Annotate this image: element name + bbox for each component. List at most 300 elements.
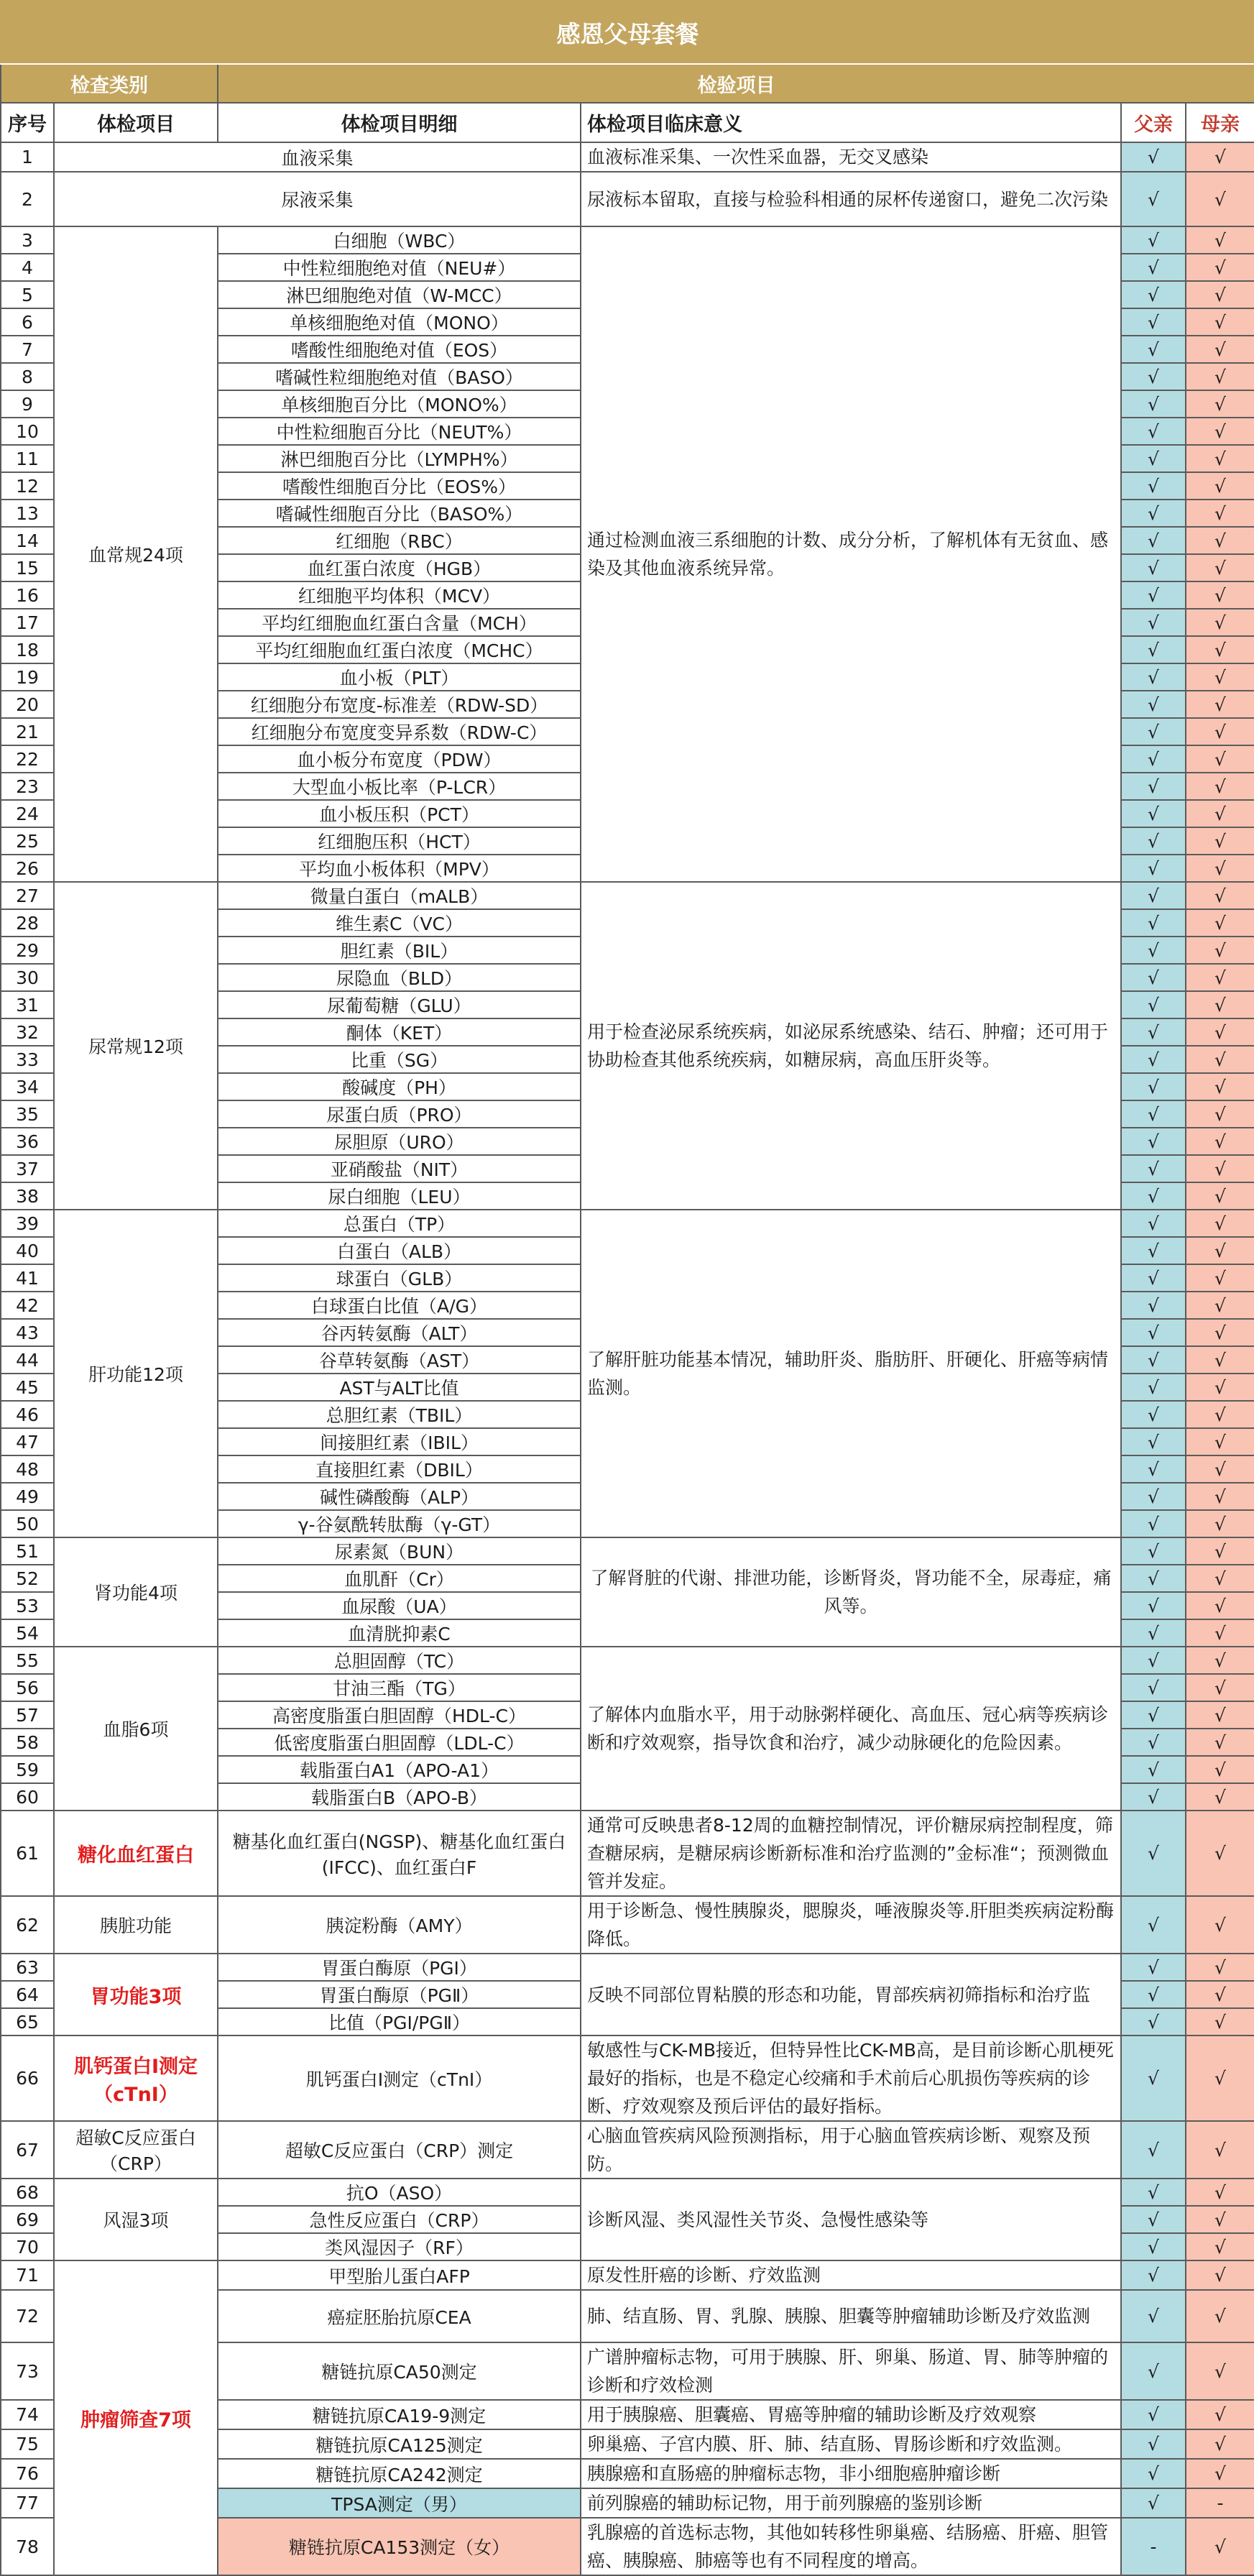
item-detail: 红细胞分布宽度变异系数（RDW-C） (218, 718, 581, 745)
father-check: √ (1121, 827, 1186, 855)
clinical-meaning: 通常可反映患者8-12周的血糖控制情况，评价糖尿病控制程度，筛查糖尿病，是糖尿病诊断新标准和治疗监测的”金标准“；预测微血管并发症。 (581, 1811, 1121, 1896)
row-number: 68 (1, 2179, 54, 2206)
father-check: √ (1121, 2429, 1186, 2459)
row-number: 5 (1, 281, 54, 308)
clinical-meaning: 广谱肿瘤标志物，可用于胰腺、肝、卵巢、肠道、胃、肺等肿瘤的诊断和疗效检测 (581, 2342, 1121, 2400)
table-row (1, 2121, 1254, 2179)
clinical-meaning: 前列腺癌的辅助标记物，用于前列腺癌的鉴别诊断 (581, 2488, 1121, 2518)
row-number: 10 (1, 418, 54, 445)
item-detail: γ-谷氨酰转肽酶（γ-GT） (218, 1510, 581, 1537)
row-number: 7 (1, 336, 54, 363)
row-number: 71 (1, 2260, 54, 2290)
father-check: √ (1121, 636, 1186, 663)
category-header: 检查类别 (1, 64, 218, 103)
item-detail: 总胆固醇（TC） (218, 1647, 581, 1674)
mother-check: √ (1186, 800, 1254, 827)
father-check: √ (1121, 800, 1186, 827)
item-detail: 糖链抗原CA125测定 (218, 2429, 581, 2459)
clinical-meaning: 心脑血管疾病风险预测指标，用于心脑血管疾病诊断、观察及预防。 (581, 2121, 1121, 2179)
item-detail: 甘油三酯（TG） (218, 1674, 581, 1701)
row-number: 57 (1, 1701, 54, 1729)
mother-check: √ (1186, 142, 1254, 172)
item-detail: 高密度脂蛋白胆固醇（HDL-C） (218, 1701, 581, 1729)
row-number: 73 (1, 2342, 54, 2400)
mother-check: √ (1186, 718, 1254, 745)
mother-check: √ (1186, 937, 1254, 964)
father-check: √ (1121, 2260, 1186, 2290)
father-check: √ (1121, 1647, 1186, 1674)
group-label: 肿瘤筛查7项 (54, 2260, 218, 2575)
father-check: √ (1121, 1756, 1186, 1783)
category-header-row (1, 64, 1254, 103)
row-number: 40 (1, 1237, 54, 1264)
father-check: √ (1121, 527, 1186, 554)
mother-check: √ (1186, 909, 1254, 937)
mother-check: √ (1186, 1729, 1254, 1756)
mother-check: √ (1186, 691, 1254, 718)
mother-check: √ (1186, 1811, 1254, 1896)
mother-check: √ (1186, 1319, 1254, 1346)
item-detail: 谷丙转氨酶（ALT） (218, 1319, 581, 1346)
mother-check: √ (1186, 1592, 1254, 1619)
father-check: √ (1121, 2459, 1186, 2488)
mother-check: √ (1186, 1701, 1254, 1729)
group-label: 糖化血红蛋白 (54, 1811, 218, 1896)
mother-check: √ (1186, 1292, 1254, 1319)
row-number: 75 (1, 2429, 54, 2459)
father-check: √ (1121, 1896, 1186, 1954)
item-detail: 胃蛋白酶原（PGⅡ） (218, 1981, 581, 2008)
table-row (1, 142, 1254, 172)
mother-check: √ (1186, 964, 1254, 991)
row-number: 22 (1, 745, 54, 773)
row-number: 19 (1, 663, 54, 691)
item-detail: 总胆红素（TBIL） (218, 1401, 581, 1428)
father-check: √ (1121, 418, 1186, 445)
table-row (1, 2179, 1254, 2206)
father-check: √ (1121, 1674, 1186, 1701)
item-detail: 中性粒细胞绝对值（NEU#） (218, 254, 581, 281)
mother-check: √ (1186, 855, 1254, 882)
item-detail: 单核细胞百分比（MONO%） (218, 390, 581, 418)
row-number: 70 (1, 2233, 54, 2260)
father-check: √ (1121, 691, 1186, 718)
father-check: √ (1121, 718, 1186, 745)
row-number: 66 (1, 2036, 54, 2121)
row-number: 24 (1, 800, 54, 827)
item-detail: 血小板分布宽度（PDW） (218, 745, 581, 773)
father-check: √ (1121, 2290, 1186, 2342)
row-number: 60 (1, 1783, 54, 1811)
item-detail: 淋巴细胞绝对值（W-MCC） (218, 281, 581, 308)
mother-check: √ (1186, 745, 1254, 773)
group-label: 血常规24项 (54, 226, 218, 882)
mother-check: √ (1186, 281, 1254, 308)
row-number: 18 (1, 636, 54, 663)
father-check: √ (1121, 390, 1186, 418)
row-number: 2 (1, 172, 54, 226)
father-check: √ (1121, 172, 1186, 226)
group-label: 肌钙蛋白I测定（cTnⅠ） (54, 2036, 218, 2121)
mother-check: √ (1186, 1537, 1254, 1565)
row-number: 56 (1, 1674, 54, 1701)
father-check: √ (1121, 336, 1186, 363)
item-detail: 超敏C反应蛋白（CRP）测定 (218, 2121, 581, 2179)
row-number: 9 (1, 390, 54, 418)
row-number: 29 (1, 937, 54, 964)
table-row (1, 1954, 1254, 1981)
row-number: 11 (1, 445, 54, 472)
item-detail: 糖基化血红蛋白(NGSP)、糖基化血红蛋白(IFCC)、血红蛋白F (218, 1811, 581, 1896)
father-check: √ (1121, 1537, 1186, 1565)
item-detail: 血尿酸（UA） (218, 1592, 581, 1619)
row-number: 33 (1, 1046, 54, 1073)
item-detail: 白蛋白（ALB） (218, 1237, 581, 1264)
item-detail: 血小板压积（PCT） (218, 800, 581, 827)
clinical-meaning: 卵巢癌、子宫内膜、肝、肺、结直肠、胃肠诊断和疗效监测。 (581, 2429, 1121, 2459)
father-check: √ (1121, 1155, 1186, 1182)
mother-check: √ (1186, 308, 1254, 336)
father-check: √ (1121, 1182, 1186, 1210)
row-number: 39 (1, 1210, 54, 1237)
group-label: 尿常规12项 (54, 882, 218, 1210)
father-check: √ (1121, 1981, 1186, 2008)
mother-check: √ (1186, 1346, 1254, 1374)
mother-check: √ (1186, 636, 1254, 663)
row-number: 3 (1, 226, 54, 254)
col-group: 体检项目 (54, 103, 218, 142)
row-number: 30 (1, 964, 54, 991)
father-check: √ (1121, 1128, 1186, 1155)
mother-check: √ (1186, 1210, 1254, 1237)
row-number: 21 (1, 718, 54, 745)
item-detail: 尿胆原（URO） (218, 1128, 581, 1155)
row-number: 26 (1, 855, 54, 882)
clinical-meaning: 了解体内血脂水平，用于动脉粥样硬化、高血压、冠心病等疾病诊断和疗效观察，指导饮食和治疗，减少动脉硬化的危险因素。 (581, 1647, 1121, 1811)
item-detail: 糖链抗原CA242测定 (218, 2459, 581, 2488)
father-check: √ (1121, 2400, 1186, 2429)
father-check: √ (1121, 2342, 1186, 2400)
row-number: 38 (1, 1182, 54, 1210)
father-check: √ (1121, 745, 1186, 773)
mother-check: √ (1186, 773, 1254, 800)
item-detail: 嗜酸性细胞绝对值（EOS） (218, 336, 581, 363)
item-detail: 微量白蛋白（mALB） (218, 882, 581, 909)
father-check: √ (1121, 882, 1186, 909)
item-detail: 单核细胞绝对值（MONO） (218, 308, 581, 336)
mother-check: - (1186, 2488, 1254, 2518)
mother-check: √ (1186, 2260, 1254, 2290)
item-detail: 嗜碱性细胞百分比（BASO%） (218, 500, 581, 527)
mother-check: √ (1186, 2233, 1254, 2260)
column-header-row (1, 103, 1254, 142)
mother-check: √ (1186, 363, 1254, 390)
father-check: √ (1121, 1346, 1186, 1374)
row-number: 46 (1, 1401, 54, 1428)
item-detail: 尿蛋白质（PRO） (218, 1100, 581, 1128)
item-detail: 碱性磷酸酶（ALP） (218, 1483, 581, 1510)
item-detail: 红细胞分布宽度-标准差（RDW-SD） (218, 691, 581, 718)
father-check: √ (1121, 1401, 1186, 1428)
mother-check: √ (1186, 1046, 1254, 1073)
father-check: √ (1121, 609, 1186, 636)
row-number: 37 (1, 1155, 54, 1182)
clinical-meaning: 胰腺癌和直肠癌的肿瘤标志物，非小细胞癌肿瘤诊断 (581, 2459, 1121, 2488)
row-number: 69 (1, 2206, 54, 2233)
items-header: 检验项目 (218, 64, 1254, 103)
row-number: 67 (1, 2121, 54, 2179)
mother-check: √ (1186, 1674, 1254, 1701)
father-check: √ (1121, 500, 1186, 527)
mother-check: √ (1186, 172, 1254, 226)
mother-check: √ (1186, 2206, 1254, 2233)
clinical-meaning: 肺、结直肠、胃、乳腺、胰腺、胆囊等肿瘤辅助诊断及疗效监测 (581, 2290, 1121, 2342)
mother-check: √ (1186, 827, 1254, 855)
father-check: √ (1121, 2233, 1186, 2260)
father-check: √ (1121, 308, 1186, 336)
father-check: √ (1121, 1565, 1186, 1592)
clinical-meaning: 通过检测血液三系细胞的计数、成分分析，了解机体有无贫血、感染及其他血液系统异常。 (581, 226, 1121, 882)
row-number: 59 (1, 1756, 54, 1783)
father-check: √ (1121, 1264, 1186, 1292)
item-detail: 平均血小板体积（MPV） (218, 855, 581, 882)
item-detail: AST与ALT比值 (218, 1374, 581, 1401)
item-detail: 红细胞平均体积（MCV） (218, 581, 581, 609)
clinical-meaning: 用于检查泌尿系统疾病，如泌尿系统感染、结石、肿瘤；还可用于协助检查其他系统疾病，如糖尿病，高血压肝炎等。 (581, 882, 1121, 1210)
item-detail: 血小板（PLT） (218, 663, 581, 691)
row-number: 58 (1, 1729, 54, 1756)
row-number: 17 (1, 609, 54, 636)
row-number: 36 (1, 1128, 54, 1155)
item-detail: 尿隐血（BLD） (218, 964, 581, 991)
clinical-meaning: 血液标准采集、一次性采血器，无交叉感染 (581, 142, 1121, 172)
group-label: 风湿3项 (54, 2179, 218, 2260)
father-check: √ (1121, 1428, 1186, 1455)
clinical-meaning: 乳腺癌的首选标志物，其他如转移性卵巢癌、结肠癌、肝癌、胆管癌、胰腺癌、肺癌等也有不同程度的增高。 (581, 2518, 1121, 2575)
col-meaning: 体检项目临床意义 (581, 103, 1121, 142)
father-check: √ (1121, 663, 1186, 691)
table-row (1, 172, 1254, 226)
father-check: √ (1121, 2206, 1186, 2233)
item-detail: 平均红细胞血红蛋白浓度（MCHC） (218, 636, 581, 663)
father-check: √ (1121, 254, 1186, 281)
mother-check: √ (1186, 2459, 1254, 2488)
father-check: √ (1121, 1018, 1186, 1046)
item-detail: 白细胞（WBC） (218, 226, 581, 254)
father-check: √ (1121, 1292, 1186, 1319)
mother-check: √ (1186, 2400, 1254, 2429)
mother-check: √ (1186, 527, 1254, 554)
table-row (1, 1896, 1254, 1954)
father-check: √ (1121, 1811, 1186, 1896)
col-father: 父亲 (1121, 103, 1186, 142)
item-detail: 癌症胚胎抗原CEA (218, 2290, 581, 2342)
item-detail: 白球蛋白比值（A/G） (218, 1292, 581, 1319)
father-check: √ (1121, 2008, 1186, 2036)
row-number: 14 (1, 527, 54, 554)
mother-check: √ (1186, 2179, 1254, 2206)
item-detail: 急性反应蛋白（CRP） (218, 2206, 581, 2233)
row-number: 27 (1, 882, 54, 909)
mother-check: √ (1186, 882, 1254, 909)
father-check: √ (1121, 1210, 1186, 1237)
father-check: √ (1121, 142, 1186, 172)
mother-check: √ (1186, 2290, 1254, 2342)
father-check: √ (1121, 2121, 1186, 2179)
row-number: 1 (1, 142, 54, 172)
mother-check: √ (1186, 1237, 1254, 1264)
father-check: √ (1121, 363, 1186, 390)
row-number: 47 (1, 1428, 54, 1455)
row-number: 44 (1, 1346, 54, 1374)
item-detail: 维生素C（VC） (218, 909, 581, 937)
mother-check: √ (1186, 2342, 1254, 2400)
group-label: 胃功能3项 (54, 1954, 218, 2036)
father-check: √ (1121, 445, 1186, 472)
mother-check: √ (1186, 2036, 1254, 2121)
row-number: 31 (1, 991, 54, 1018)
mother-check: √ (1186, 2429, 1254, 2459)
group-label: 肝功能12项 (54, 1210, 218, 1537)
table-row (1, 226, 1254, 254)
father-check: √ (1121, 991, 1186, 1018)
father-check: √ (1121, 472, 1186, 500)
mother-check: √ (1186, 1619, 1254, 1647)
row-number: 77 (1, 2488, 54, 2518)
mother-check: √ (1186, 1128, 1254, 1155)
row-number: 4 (1, 254, 54, 281)
row-number: 42 (1, 1292, 54, 1319)
mother-check: √ (1186, 1073, 1254, 1100)
row-number: 62 (1, 1896, 54, 1954)
mother-check: √ (1186, 663, 1254, 691)
father-check: √ (1121, 281, 1186, 308)
mother-check: √ (1186, 991, 1254, 1018)
item-detail: 类风湿因子（RF） (218, 2233, 581, 2260)
father-check: √ (1121, 1483, 1186, 1510)
mother-check: √ (1186, 1374, 1254, 1401)
row-number: 51 (1, 1537, 54, 1565)
mother-check: √ (1186, 500, 1254, 527)
father-check: √ (1121, 2036, 1186, 2121)
father-check: √ (1121, 1073, 1186, 1100)
father-check: √ (1121, 909, 1186, 937)
table-row (1, 1811, 1254, 1896)
group-label: 超敏C反应蛋白（CRP） (54, 2121, 218, 2179)
row-number: 78 (1, 2518, 54, 2575)
mother-check: √ (1186, 254, 1254, 281)
item-detail: 中性粒细胞百分比（NEUT%） (218, 418, 581, 445)
father-check: √ (1121, 964, 1186, 991)
father-check: √ (1121, 1455, 1186, 1483)
mother-check: √ (1186, 1647, 1254, 1674)
father-check: √ (1121, 773, 1186, 800)
mother-check: √ (1186, 581, 1254, 609)
row-number: 28 (1, 909, 54, 937)
mother-check: √ (1186, 1155, 1254, 1182)
mother-check: √ (1186, 1954, 1254, 1981)
mother-check: √ (1186, 1428, 1254, 1455)
clinical-meaning: 反映不同部位胃粘膜的形态和功能，胃部疾病初筛指标和治疗监 (581, 1954, 1121, 2036)
row-number: 8 (1, 363, 54, 390)
item-detail: 红细胞（RBC） (218, 527, 581, 554)
mother-check: √ (1186, 1100, 1254, 1128)
father-check: √ (1121, 581, 1186, 609)
row-number: 64 (1, 1981, 54, 2008)
item-detail: 总蛋白（TP） (218, 1210, 581, 1237)
item-detail: 谷草转氨酶（AST） (218, 1346, 581, 1374)
item-detail: 亚硝酸盐（NIT） (218, 1155, 581, 1182)
mother-check: √ (1186, 2121, 1254, 2179)
father-check: √ (1121, 1592, 1186, 1619)
title-row (1, 1, 1254, 64)
father-check: √ (1121, 1510, 1186, 1537)
row-number: 20 (1, 691, 54, 718)
father-check: √ (1121, 855, 1186, 882)
mother-check: √ (1186, 1565, 1254, 1592)
mother-check: √ (1186, 554, 1254, 581)
row-number: 53 (1, 1592, 54, 1619)
row-number: 12 (1, 472, 54, 500)
item-detail: 甲型胎儿蛋白AFP (218, 2260, 581, 2290)
row-number: 48 (1, 1455, 54, 1483)
clinical-meaning: 了解肝脏功能基本情况，辅助肝炎、脂肪肝、肝硬化、肝癌等病情监测。 (581, 1210, 1121, 1537)
mother-check: √ (1186, 445, 1254, 472)
father-check: √ (1121, 1701, 1186, 1729)
father-check: √ (1121, 1046, 1186, 1073)
item-detail: 抗O（ASO） (218, 2179, 581, 2206)
father-check: √ (1121, 1237, 1186, 1264)
item-detail: 直接胆红素（DBIL） (218, 1455, 581, 1483)
item-detail: 尿葡萄糖（GLU） (218, 991, 581, 1018)
item-detail: 大型血小板比率（P-LCR） (218, 773, 581, 800)
row-number: 32 (1, 1018, 54, 1046)
mother-check: √ (1186, 1401, 1254, 1428)
item-detail: 球蛋白（GLB） (218, 1264, 581, 1292)
row-number: 23 (1, 773, 54, 800)
table-row (1, 882, 1254, 909)
row-number: 16 (1, 581, 54, 609)
mother-check: √ (1186, 390, 1254, 418)
clinical-meaning: 用于胰腺癌、胆囊癌、胃癌等肿瘤的辅助诊断及疗效观察 (581, 2400, 1121, 2429)
item-detail: TPSA测定（男） (218, 2488, 581, 2518)
clinical-meaning: 尿液标本留取，直接与检验科相通的尿杯传递窗口，避免二次污染 (581, 172, 1121, 226)
item-detail: 尿液采集 (54, 172, 581, 226)
col-mother: 母亲 (1186, 103, 1254, 142)
item-detail: 血肌酐（Cr） (218, 1565, 581, 1592)
clinical-meaning: 了解肾脏的代谢、排泄功能，诊断肾炎，肾功能不全，尿毒症，痛风等。 (581, 1537, 1121, 1647)
row-number: 74 (1, 2400, 54, 2429)
item-detail: 载脂蛋白A1（APO-A1） (218, 1756, 581, 1783)
father-check: √ (1121, 1954, 1186, 1981)
father-check: √ (1121, 1783, 1186, 1811)
father-check: √ (1121, 2179, 1186, 2206)
mother-check: √ (1186, 1264, 1254, 1292)
mother-check: √ (1186, 609, 1254, 636)
mother-check: √ (1186, 1018, 1254, 1046)
mother-check: √ (1186, 418, 1254, 445)
item-detail: 血红蛋白浓度（HGB） (218, 554, 581, 581)
item-detail: 嗜酸性细胞百分比（EOS%） (218, 472, 581, 500)
clinical-meaning: 敏感性与CK-MB接近，但特异性比CK-MB高，是目前诊断心肌梗死最好的指标，也是不稳定心绞痛和手术前后心肌损伤等疾病的诊断、疗效观察及预后评估的最好指标。 (581, 2036, 1121, 2121)
item-detail: 平均红细胞血红蛋白含量（MCH） (218, 609, 581, 636)
row-number: 34 (1, 1073, 54, 1100)
row-number: 63 (1, 1954, 54, 1981)
group-label: 胰脏功能 (54, 1896, 218, 1954)
mother-check: √ (1186, 2008, 1254, 2036)
table-row (1, 2036, 1254, 2121)
father-check: √ (1121, 554, 1186, 581)
